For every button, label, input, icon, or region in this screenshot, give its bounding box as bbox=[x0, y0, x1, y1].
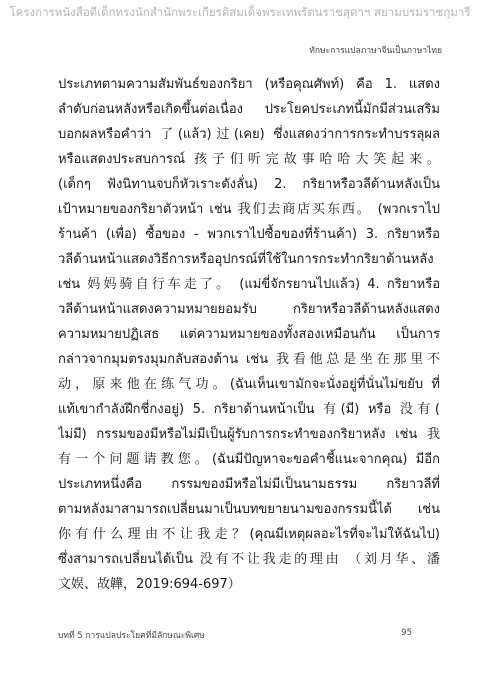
text-line: ร้านค้า (เพื่อ) ซื้อของ - พวกเราไปซื้อของที่ร้านค้า) 3. กริยาหรือ bbox=[58, 227, 440, 242]
text-line: ตามหลังมาสามารถเปลี่ยนมาเป็นบทขยายนามของกรรมนี้ได้ เช่น bbox=[58, 502, 440, 517]
page-number: 95 bbox=[401, 628, 412, 638]
chapter-footer: บทที่ 5 การแปลประโยคที่มีลักษณะพิเศษ bbox=[58, 631, 205, 641]
text-line: กล่าวจากมุมตรงมุมกลับสองด้าน เช่น 我看他总是坐在那里不 bbox=[58, 352, 440, 367]
text-line: 文娱、故韡，2019:694-697） bbox=[58, 577, 241, 592]
text-line: หรือแสดงประสบการณ์ 孩子们听完故事哈哈大笑起来。 bbox=[58, 152, 440, 167]
text-line: บอกผลหรือคำว่า 了(แล้ว)过(เคย) ซึ่งแสดงว่าการกระทำบรรลุผล bbox=[58, 127, 440, 142]
text-line: ประเภทหนึ่งคือ กรรมของมีหรือไม่มีเป็นนามธรรม กริยาวลีที่ bbox=[58, 477, 440, 492]
text-line: (เด็กๆ ฟังนิทานจบก็หัวเราะดังลั่น) 2. กริยาหรือวลีด้านหลังเป็น bbox=[58, 177, 440, 192]
text-line: แท้เขากำลังฝึกชี่กงอยู่) 5. กริยาด้านหน้าเป็น 有(มี) หรือ 没有( bbox=[58, 402, 440, 417]
text-line: เป้าหมายของกริยาตัวหน้า เช่น 我们去商店买东西。 (พวกเราไป bbox=[58, 202, 440, 217]
text-line: วลีด้านหน้าแสดงวิธีการหรืออุปกรณ์ที่ใช้ในการกระทำกริยาด้านหลัง bbox=[58, 252, 434, 267]
text-line: 动，原来他在练气功。(ฉันเห็นเขามักจะนั่งอยู่ที่นั่นไม่ขยับ ที่ bbox=[58, 377, 440, 392]
text-line: ไม่มี) กรรมของมีหรือไม่มีเป็นผู้รับการกระทำของกริยาหลัง เช่น 我 bbox=[58, 427, 440, 442]
text-line: ความหมายปฏิเสธ แต่ความหมายของทั้งสองเหมือนกัน เป็นการ bbox=[58, 327, 440, 342]
project-header: โครงการหนังสือดีเด็กทรงนักสำนักพระเกียรติสมเด็จพระเทพรัตนราชสุดาฯ สยามบรมราชกุมารี bbox=[9, 5, 471, 19]
text-line: เช่น 妈妈骑自行车走了。 (แม่ขี่จักรยานไปแล้ว) 4. กริยาหรือ bbox=[58, 277, 440, 292]
text-line: ลำดับก่อนหลังหรือเกิดขึ้นต่อเนื่อง ประโยคประเภทนี้มักมีส่วนเสริม bbox=[58, 102, 440, 117]
text-line: ซึ่งสามารถเปลี่ยนได้เป็น 没有不让我走的理由 （刘月华、潘 bbox=[58, 552, 440, 567]
body-paragraph bbox=[58, 72, 440, 597]
text-line: ประเภทตามความสัมพันธ์ของกริยา (หรือคุณศัพท์) คือ 1. แสดง bbox=[58, 77, 440, 92]
book-subtitle-header: ทักษะการแปลภาษาจีนเป็นภาษาไทย bbox=[309, 46, 442, 56]
text-line: 有一个问题请教您。(ฉันมีปัญหาจะขอคำชี้แนะจากคุณ) มีอีก bbox=[58, 452, 440, 467]
text-line: 你有什么理由不让我走？(คุณมีเหตุผลอะไรที่จะไม่ให้ฉันไป) bbox=[58, 527, 440, 542]
text-line: วลีด้านหน้าแสดงความหมายยอมรับ กริยาหรือวลีด้านหลังแสดง bbox=[58, 302, 440, 317]
